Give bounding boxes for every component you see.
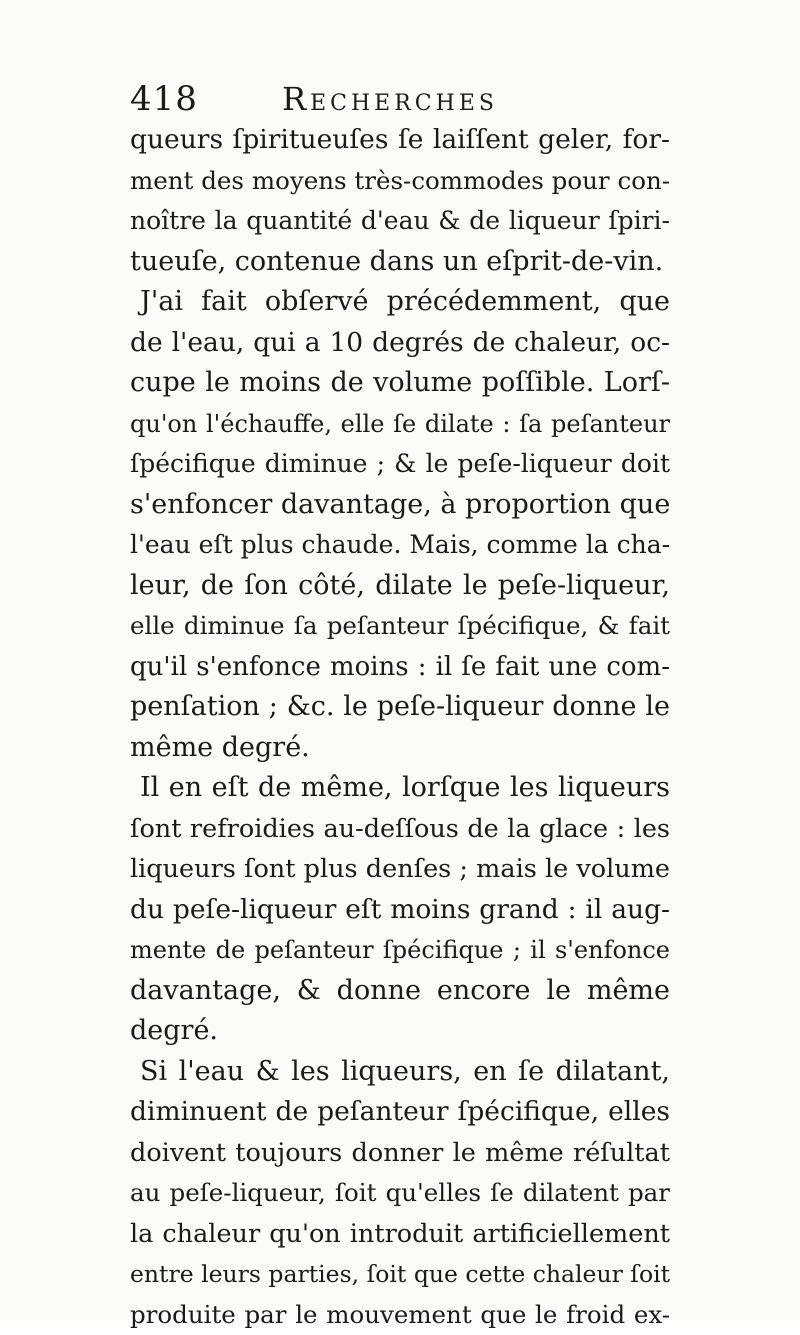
text-line: Si l'eau & les liqueurs, en ſe dilatant, [130, 1052, 670, 1093]
text-line: cupe le moins de volume poſſible. Lorſ- [130, 363, 670, 404]
text-line: qu'il s'enfonce moins : il ſe fait une com- [130, 647, 670, 688]
text-line: ſpécifique diminue ; & le peſe-liqueur doit [130, 444, 670, 485]
text-line: au peſe-liqueur, ſoit qu'elles ſe dilatent par [130, 1173, 670, 1214]
text-line: elle diminue ſa peſanteur ſpécifique, & fait [130, 606, 670, 647]
text-line: entre leurs parties, ſoit que cette chaleur ſoit [130, 1254, 670, 1295]
text-line: ſont refroidies au-deſſous de la glace : les [130, 809, 670, 850]
text-line: la chaleur qu'on introduit artificiellement [130, 1214, 670, 1255]
text-line: du peſe-liqueur eſt moins grand : il aug- [130, 890, 670, 931]
text-line: produite par le mouvement que le froid ex- [130, 1295, 670, 1335]
body-text [130, 120, 670, 1335]
text-line: mente de peſanteur ſpécifique ; il s'enfonce [130, 930, 670, 971]
text-line: de l'eau, qui a 10 degrés de chaleur, oc- [130, 323, 670, 364]
text-line: liqueurs ſont plus denſes ; mais le volume [130, 849, 670, 890]
text-line: penſation ; &c. le peſe-liqueur donne le [130, 687, 670, 728]
text-line: s'enfoncer davantage, à proportion que [130, 485, 670, 526]
text-line: diminuent de peſanteur ſpécifique, elles [130, 1092, 670, 1133]
page-header [130, 74, 670, 124]
text-line: J'ai fait obſervé précédemment, que [130, 282, 670, 323]
text-line: même degré. [130, 728, 670, 769]
text-line: noître la quantité d'eau & de liqueur ſpiri- [130, 201, 670, 242]
text-line: degré. [130, 1011, 670, 1052]
text-line: doivent toujours donner le même réſultat [130, 1133, 670, 1174]
text-line: ment des moyens très-commodes pour con- [130, 161, 670, 202]
text-line: qu'on l'échauffe, elle ſe dilate : ſa peſanteur [130, 404, 670, 445]
text-line: l'eau eſt plus chaude. Mais, comme la cha- [130, 525, 670, 566]
text-line: Il en eſt de même, lorſque les liqueurs [130, 768, 670, 809]
running-head: Recherches [282, 74, 498, 124]
page-number: 418 [130, 74, 198, 124]
text-line: leur, de ſon côté, dilate le peſe-liqueur, [130, 566, 670, 607]
text-line: tueuſe, contenue dans un eſprit-de-vin. [130, 242, 670, 283]
text-line: davantage, & donne encore le même [130, 971, 670, 1012]
text-line: queurs ſpiritueuſes ſe laiſſent geler, for- [130, 120, 670, 161]
